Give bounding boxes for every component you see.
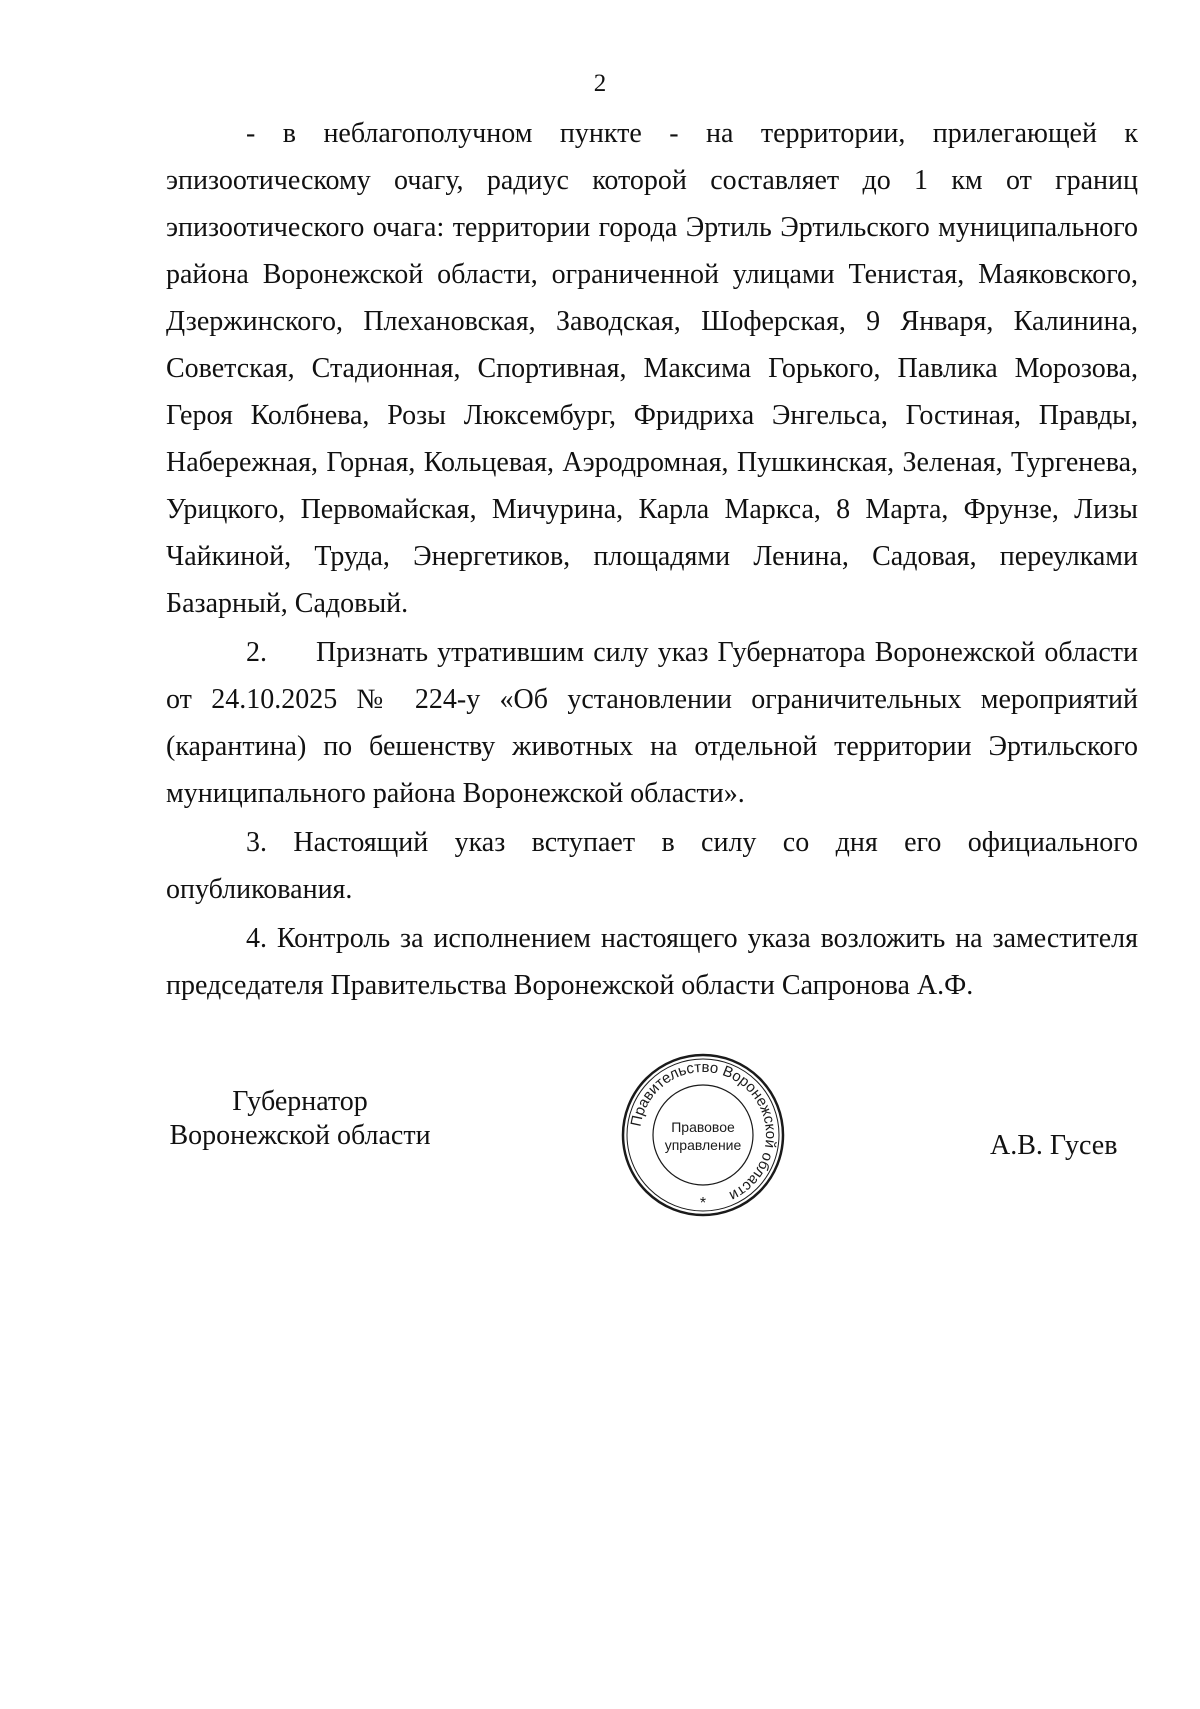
paragraph-repeal	[166, 629, 1138, 817]
signer-title-line-2: Воронежской области	[169, 1120, 431, 1151]
paragraph-territory: - в неблагополучном пункте - на территории, прилегающей к эпизоотическому очагу, радиус которой составляет до 1 км от границ эпизоотического очага: территории города Эртиль Эртильского муниципального района Воронежской области, ограниченной улицами Тенистая, Маяковского, Дзержинского, Плехановская, Заводская, Шоферская, 9 Января, Калинина, Советская, Стадионная, Спортивная, Максима Горького, Павлика Морозова, Героя Колбнева, Розы Люксембург, Фридриха Энгельса, Гостиная, Правды, Набережная, Горная, Кольцевая, Аэродромная, Пушкинская, Зеленая, Тургенева, Урицкого, Первомайская, Мичурина, Карла Маркса, 8 Марта, Фрунзе, Лизы Чайкиной, Труда, Энергетиков, площадями Ленина, Садовая, переулками Базарный, Садовый.	[166, 118, 1138, 619]
signature-block	[0, 1085, 1200, 1285]
stamp-inner-line-2: управление	[664, 1137, 742, 1153]
signer-name: А.В. Гусев	[990, 1130, 1118, 1161]
signer-title	[150, 1085, 450, 1153]
stamp-graphic	[618, 1050, 788, 1220]
paragraph-effective: 3. Настоящий указ вступает в силу со дня его официального опубликования.	[166, 827, 1138, 905]
stamp-outer-text: Правительство Воронежской области	[627, 1058, 780, 1205]
paragraph-repeal-text: Признать утратившим силу указ Губернатора Воронежской области от 24.10.2025 № 224-у «Об установлении ограничительных мероприятий (карантина) по бешенству животных на отдельной территории Эртильского муниципального района Воронежской области».	[166, 637, 1138, 809]
page-number: 2	[593, 70, 607, 97]
signer-title-line-1: Губернатор	[232, 1086, 368, 1117]
stamp-inner-line-1: Правовое	[671, 1119, 735, 1135]
official-stamp	[618, 1050, 788, 1220]
paragraph-control: 4. Контроль за исполнением настоящего указа возложить на заместителя председателя Правительства Воронежской области Сапронова А.Ф.	[166, 923, 1138, 1001]
paragraph-repeal-number: 2.	[246, 637, 267, 668]
stamp-star: *	[699, 1195, 707, 1212]
document-body	[166, 110, 1138, 1009]
